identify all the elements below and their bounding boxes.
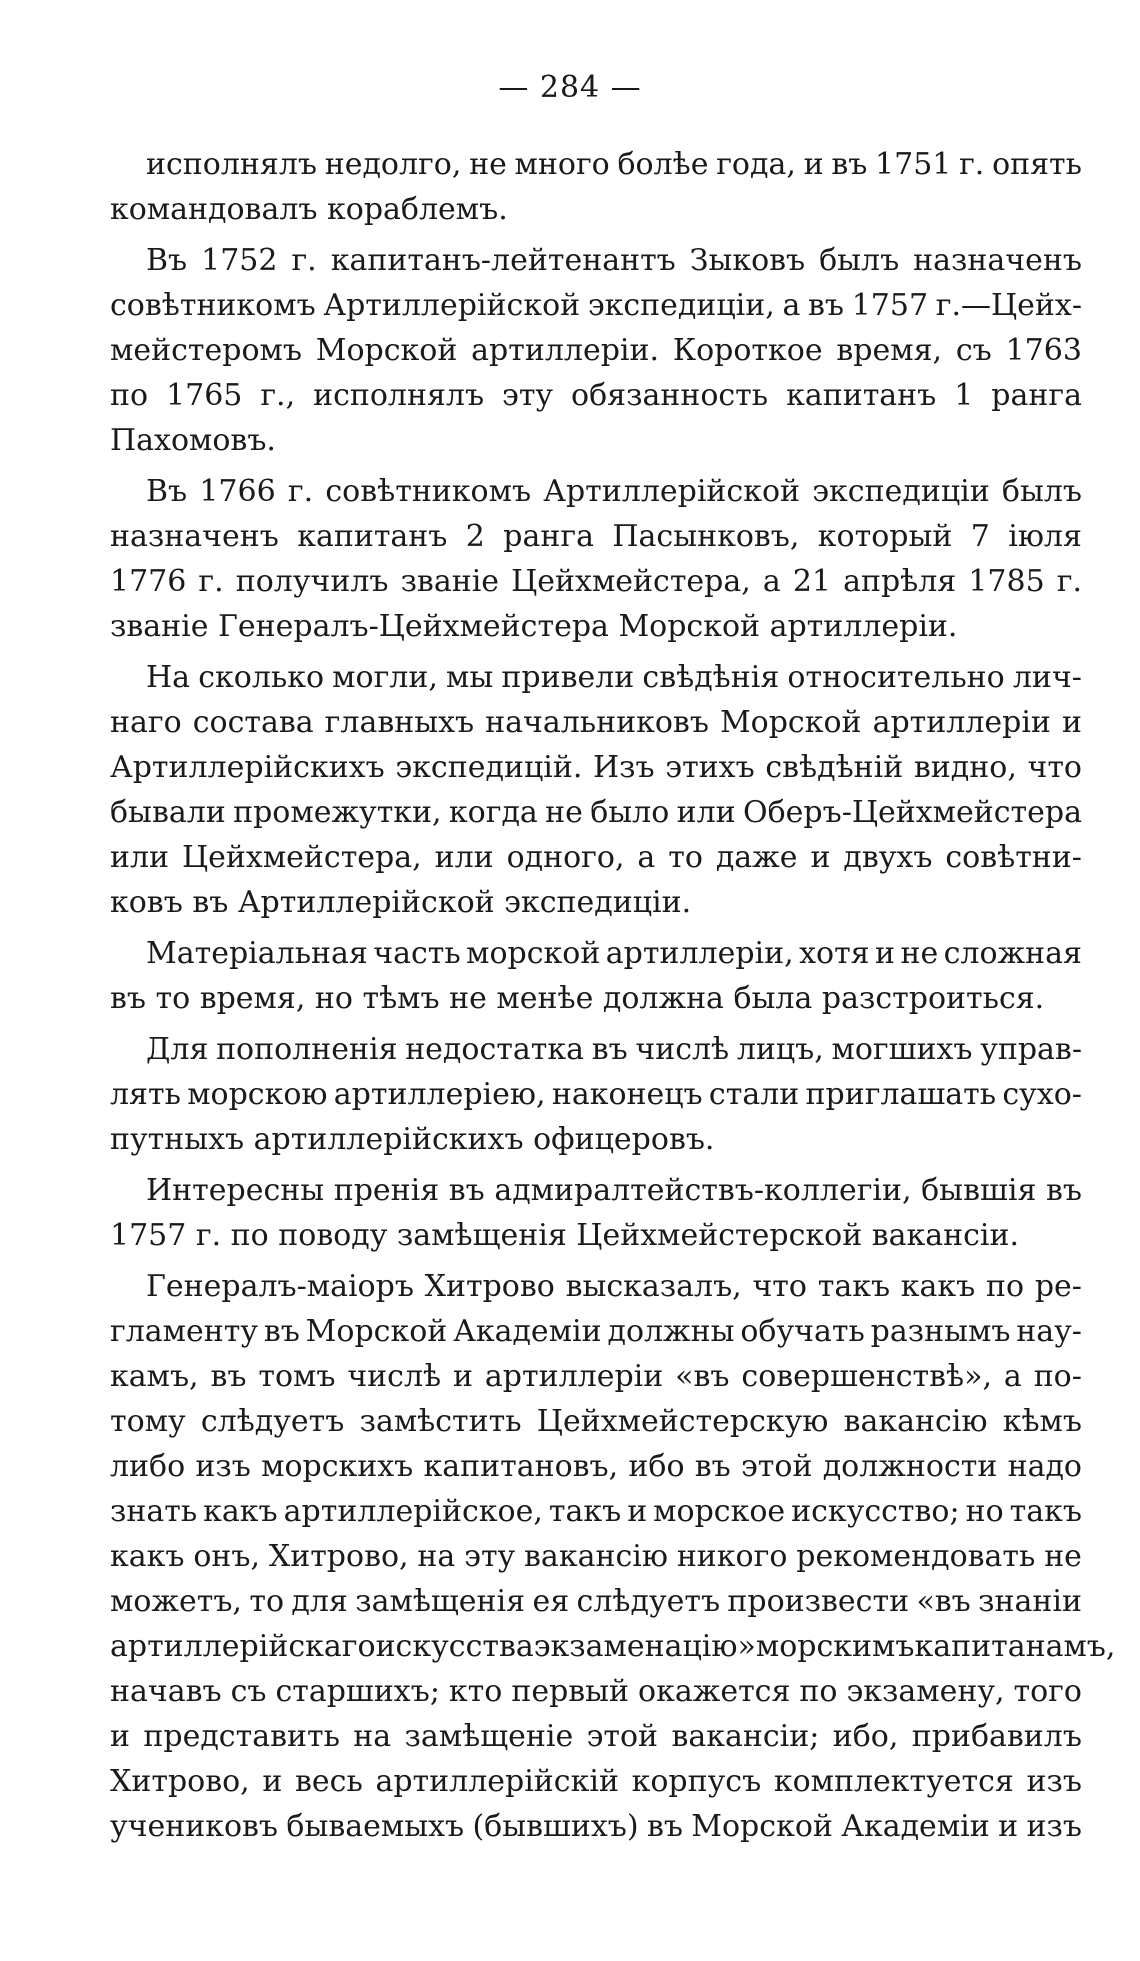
text-line: можетъ, то для замѣщенія ея слѣдуетъ произвести «въ знаніи [110, 1584, 1082, 1619]
text-line: Для пополненія недостатка въ числѣ лицъ, могшихъ управ- [146, 1032, 1082, 1067]
text-line: въ то время, но тѣмъ не менѣе должна была разстроиться. [110, 981, 1045, 1016]
text-line: Матеріальная часть морской артиллеріи, хотя и не сложная [146, 936, 1082, 971]
text-line: знать какъ артиллерійское, такъ и морское искусство; но такъ [110, 1494, 1082, 1529]
text-line: Пахомовъ. [110, 423, 276, 458]
text-line: Генералъ-маіоръ Хитрово высказалъ, что такъ какъ по ре- [146, 1269, 1082, 1304]
paragraph [110, 1264, 1116, 1849]
paragraph [110, 142, 1082, 232]
text-line: 1776 г. получилъ званіе Цейхмейстера, а 21 апрѣля 1785 г. [110, 564, 1082, 599]
text-line: артиллерійскаго искусства экзаменацію» морскимъ капитанамъ, [110, 1629, 1116, 1664]
text-line: На сколько могли, мы привели свѣдѣнія относительно лич- [146, 660, 1082, 695]
text-line: лять морскою артиллеріею, наконецъ стали приглашать сухо- [110, 1077, 1082, 1112]
text-line: исполнялъ недолго, не много болѣе года, и въ 1751 г. опять [146, 147, 1082, 182]
text-line: званіе Генералъ-Цейхмейстера Морской артиллеріи. [110, 609, 958, 644]
text-line: камъ, въ томъ числѣ и артиллеріи «въ совершенствѣ», а по- [110, 1359, 1082, 1394]
paragraph [110, 931, 1082, 1021]
text-line: назначенъ капитанъ 2 ранга Пасынковъ, который 7 іюля [110, 519, 1082, 554]
text-line: мейстеромъ Морской артиллеріи. Короткое время, съ 1763 [110, 333, 1082, 368]
text-line: либо изъ морскихъ капитановъ, ибо въ этой должности надо [110, 1449, 1082, 1484]
text-line: и представить на замѣщеніе этой вакансіи; ибо, прибавилъ [110, 1719, 1082, 1754]
text-line: путныхъ артиллерійскихъ офицеровъ. [110, 1122, 715, 1157]
text-line: наго состава главныхъ начальниковъ Морской артиллеріи и [110, 705, 1082, 740]
paragraph [110, 469, 1082, 649]
text-line: бывали промежутки, когда не было или Оберъ-Цейхмейстера [110, 795, 1082, 830]
body-text [110, 142, 1116, 1849]
text-line: учениковъ бываемыхъ (бывшихъ) въ Морской Академіи и изъ [110, 1809, 1082, 1844]
text-line: Артиллерійскихъ экспедицій. Изъ этихъ свѣдѣній видно, что [110, 750, 1082, 785]
paragraph [110, 238, 1082, 463]
paragraph [110, 655, 1082, 925]
text-line: командовалъ кораблемъ. [110, 192, 508, 227]
text-line: Хитрово, и весь артиллерійскій корпусъ комплектуется изъ [110, 1764, 1082, 1799]
text-line: начавъ съ старшихъ; кто первый окажется по экзамену, того [110, 1674, 1082, 1709]
text-line: гламенту въ Морской Академіи должны обучать разнымъ нау- [110, 1314, 1082, 1349]
text-line: тому слѣдуетъ замѣстить Цейхмейстерскую вакансію кѣмъ [110, 1404, 1082, 1439]
paragraph [110, 1027, 1082, 1162]
text-line: ковъ въ Артиллерійской экспедиціи. [110, 885, 692, 920]
text-line: 1757 г. по поводу замѣщенія Цейхмейстерской вакансіи. [110, 1218, 1020, 1253]
text-line: совѣтникомъ Артиллерійской экспедиціи, а въ 1757 г.—Цейх- [110, 288, 1082, 323]
text-line: какъ онъ, Хитрово, на эту вакансію никого рекомендовать не [110, 1539, 1082, 1574]
text-line: по 1765 г., исполнялъ эту обязанность капитанъ 1 ранга [110, 378, 1082, 413]
paragraph [110, 1168, 1082, 1258]
text-line: Интересны пренія въ адмиралтействъ-коллегіи, бывшія въ [146, 1173, 1082, 1208]
text-line: Въ 1752 г. капитанъ-лейтенантъ Зыковъ былъ назначенъ [146, 243, 1082, 278]
text-line: или Цейхмейстера, или одного, а то даже и двухъ совѣтни- [110, 840, 1082, 875]
text-line: Въ 1766 г. совѣтникомъ Артиллерійской экспедиціи былъ [146, 474, 1082, 509]
page-number: — 284 — [498, 70, 642, 105]
